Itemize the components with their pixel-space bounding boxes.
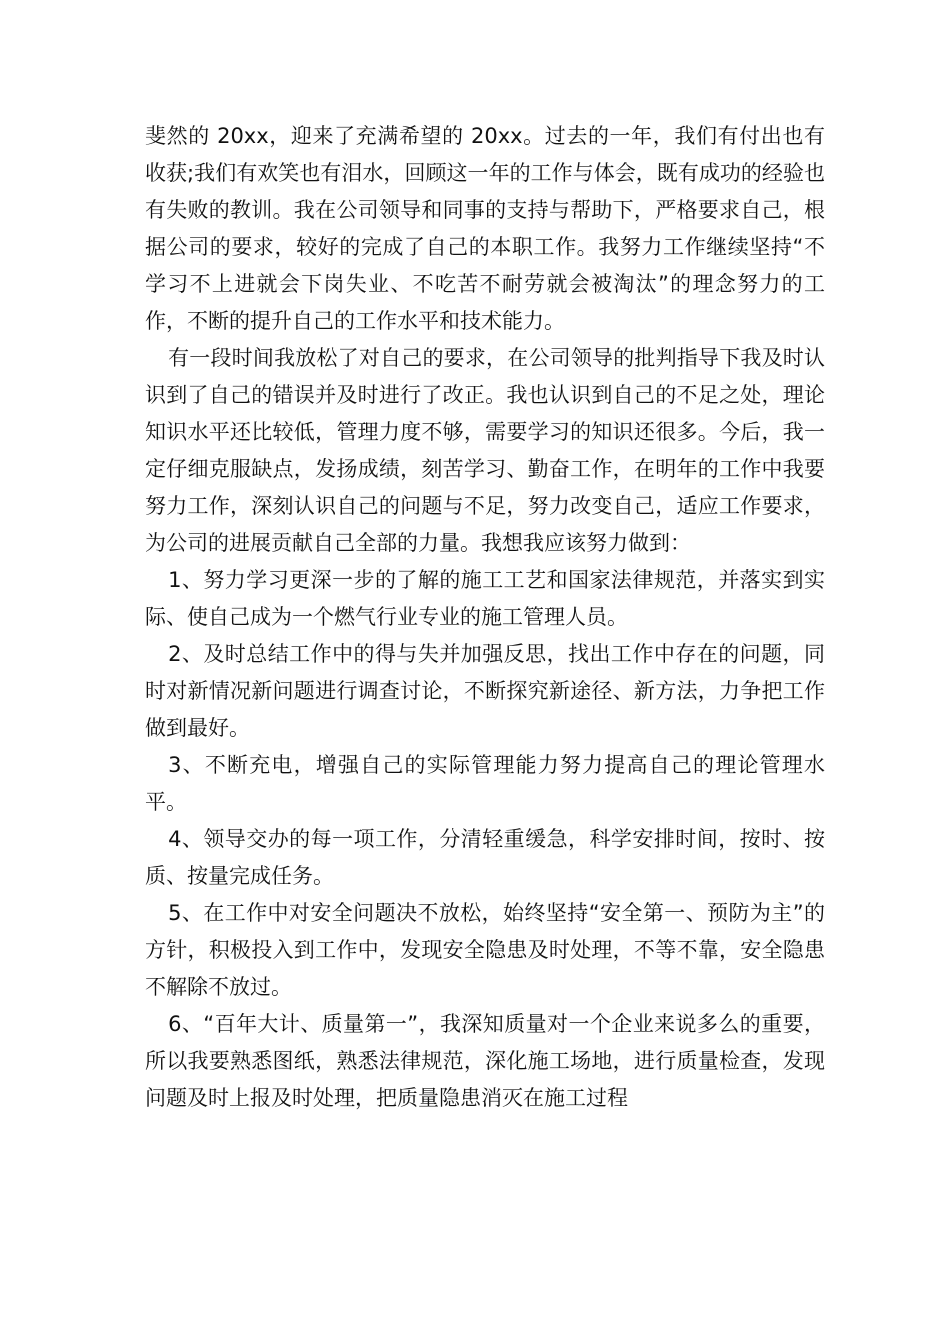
paragraph-intro: 斐然的 20xx，迎来了充满希望的 20xx。过去的一年，我们有付出也有收获;我们有欢笑也有泪水，回顾这一年的工作与体会，既有成功的经验也有失败的教训。我在公司领导和同事的支持与帮助下，严格要求自己，根据公司的要求，较好的完成了自己的本职工作。我努力工作继续坚持“不学习不上进就会下岗失业、不吃苦不耐劳就会被淘汰”的理念努力的工作，不断的提升自己的工作水平和技术能力。: [145, 124, 825, 333]
paragraph-reflection: 有一段时间我放松了对自己的要求，在公司领导的批判指导下我及时认识到了自己的错误并及时进行了改正。我也认识到自己的不足之处，理论知识水平还比较低，管理力度不够，需要学习的知识还很多。今后，我一定仔细克服缺点，发扬成绩，刻苦学习、勤奋工作，在明年的工作中我要努力工作，深刻认识自己的问题与不足，努力改变自己，适应工作要求，为公司的进展贡献自己全部的力量。我想我应该努力做到：: [145, 346, 825, 555]
document-body: [145, 118, 825, 1117]
list-item: 5、在工作中对安全问题决不放松，始终坚持“安全第一、预防为主”的方针，积极投入到工作中，发现安全隐患及时处理，不等不靠，安全隐患不解除不放过。: [145, 901, 825, 999]
list-item: 2、及时总结工作中的得与失并加强反思，找出工作中存在的问题，同时对新情况新问题进行调查讨论，不断探究新途径、新方法，力争把工作做到最好。: [145, 642, 825, 740]
list-item: 3、不断充电，增强自己的实际管理能力努力提高自己的理论管理水平。: [145, 753, 825, 814]
list-item: 4、领导交办的每一项工作，分清轻重缓急，科学安排时间，按时、按质、按量完成任务。: [145, 827, 825, 888]
list-item: 1、努力学习更深一步的了解的施工工艺和国家法律规范，并落实到实际、使自己成为一个燃气行业专业的施工管理人员。: [145, 568, 825, 629]
list-item: 6、“百年大计、质量第一”，我深知质量对一个企业来说多么的重要，所以我要熟悉图纸，熟悉法律规范，深化施工场地，进行质量检查，发现问题及时上报及时处理，把质量隐患消灭在施工过程: [145, 1012, 825, 1110]
